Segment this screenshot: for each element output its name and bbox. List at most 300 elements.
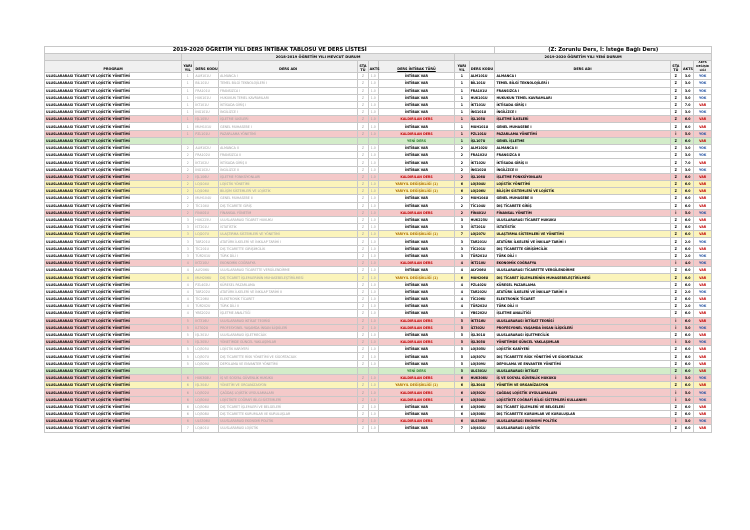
- ders-adi-cell: YÖNETİMDE GÜNCEL YAKLAŞIMLAR: [219, 339, 358, 346]
- akts-degisikligi-cell: VAR: [694, 295, 712, 302]
- ders-kodu-new-cell: LOJ207U: [469, 231, 495, 238]
- akts-new-cell: 5.0: [681, 209, 693, 216]
- akts-cell: 1.0: [368, 130, 378, 137]
- table-row: [45, 224, 712, 231]
- yari-yil-new-cell: 5: [455, 353, 469, 360]
- ders-adi-new-cell: TEMEL BİLGİ TEKNOLOJİLERİ I: [495, 80, 670, 87]
- statu-new-cell: Z: [670, 252, 681, 259]
- yari-yil-new-cell: 1: [455, 109, 469, 116]
- ders-adi-new-cell: GENEL İŞLETME: [495, 137, 670, 144]
- ders-adi-cell: ULUSLARARASI EKONOMİ POLİTİK: [219, 418, 358, 425]
- table-row: [45, 80, 712, 87]
- ders-kodu-cell: TAR202U: [194, 288, 219, 295]
- akts-degisikligi-cell: VAR: [694, 137, 712, 144]
- ders-kodu-new-cell: HUK308U: [469, 375, 495, 382]
- ders-kodu-new-cell: İKT210U: [469, 260, 495, 267]
- ders-adi-new-cell: TÜRK DİLİ I: [495, 252, 670, 259]
- table-row: [45, 87, 712, 94]
- yari-yil-new-cell: 3: [455, 245, 469, 252]
- yari-yil-cell: [182, 137, 194, 144]
- title-row: [45, 47, 712, 54]
- ders-kodu-new-cell: İST201U: [469, 224, 495, 231]
- statu-cell: Z: [358, 389, 368, 396]
- statu-cell: Z: [358, 188, 368, 195]
- statu-new-cell: İ: [670, 317, 681, 324]
- akts-cell: 1.0: [368, 295, 378, 302]
- statu-new-cell: Z: [670, 87, 681, 94]
- intibak-cell: İNTİBAK VAR: [378, 216, 454, 223]
- akts-new-cell: 2.0: [681, 288, 693, 295]
- statu-new-cell: Z: [670, 159, 681, 166]
- ders-adi-cell: LOJİSTİKTE COĞRAFİ BİLGİ SİSTEMLERİ: [219, 396, 358, 403]
- ders-kodu-cell: LOJ207U: [194, 231, 219, 238]
- ders-kodu-new-cell: İNG101U: [469, 109, 495, 116]
- statu-new-cell: İ: [670, 396, 681, 403]
- col-statu-new: STA TÜ: [670, 61, 681, 73]
- ders-adi-new-cell: ELEKTRONİK TİCARET: [495, 295, 670, 302]
- ders-kodu-new-cell: ALM102U: [469, 145, 495, 152]
- akts-cell: 1.0: [368, 195, 378, 202]
- statu-cell: Z: [358, 295, 368, 302]
- program-cell: ULUSLARARASI TİCARET VE LOJİSTİK YÖNETİMİ: [45, 288, 182, 295]
- statu-cell: Z: [358, 216, 368, 223]
- akts-cell: 1.0: [368, 396, 378, 403]
- akts-degisikligi-cell: VAR: [694, 173, 712, 180]
- table-row: [45, 152, 712, 159]
- akts-cell: 1.0: [368, 209, 378, 216]
- statu-cell: Z: [358, 360, 368, 367]
- yari-yil-new-cell: 6: [455, 188, 469, 195]
- akts-cell: 1.0: [368, 152, 378, 159]
- yari-yil-cell: 4: [182, 267, 194, 274]
- program-cell: ULUSLARARASI TİCARET VE LOJİSTİK YÖNETİMİ: [45, 317, 182, 324]
- ders-adi-new-cell: DIŞ TİCARET İŞLEMLERİ VE BELGELERİ: [495, 403, 670, 410]
- ders-adi-new-cell: İŞ VE SOSYAL GÜVENLİK HUKUKU: [495, 375, 670, 382]
- yari-yil-cell: 6: [182, 382, 194, 389]
- legend-text: (Z: Zorunlu Ders, İ: İsteğe Bağlı Ders): [495, 47, 712, 54]
- akts-cell: 1.0: [368, 116, 378, 123]
- table-row: [45, 101, 712, 108]
- program-cell: ULUSLARARASI TİCARET VE LOJİSTİK YÖNETİMİ: [45, 116, 182, 123]
- ders-kodu-cell: İLT302U: [194, 324, 219, 331]
- ders-kodu-new-cell: İKT102U: [469, 159, 495, 166]
- statu-cell: Z: [358, 396, 368, 403]
- akts-cell: 1.0: [368, 324, 378, 331]
- statu-new-cell: Z: [670, 188, 681, 195]
- statu-cell: Z: [358, 238, 368, 245]
- yari-yil-new-cell: 7: [455, 425, 469, 432]
- akts-cell: 1.0: [368, 425, 378, 432]
- program-cell: ULUSLARARASI TİCARET VE LOJİSTİK YÖNETİMİ: [45, 216, 182, 223]
- akts-degisikligi-cell: VAR: [694, 382, 712, 389]
- ders-kodu-cell: TİC201U: [194, 245, 219, 252]
- statu-new-cell: Z: [670, 331, 681, 338]
- akts-cell: 1.0: [368, 346, 378, 353]
- statu-cell: Z: [358, 324, 368, 331]
- ders-adi-cell: İSTATİSTİK: [219, 224, 358, 231]
- yari-yil-cell: 1: [182, 87, 194, 94]
- ders-adi-cell: FRANSIZCA II: [219, 152, 358, 159]
- intibak-cell: İNTİBAK VAR: [378, 152, 454, 159]
- ders-kodu-cell: İŞL106U: [194, 173, 219, 180]
- ders-kodu-cell: PZL402U: [194, 281, 219, 288]
- ders-adi-cell: BİLİŞİM SİSTEMLERİ VE LOJİSTİK: [219, 188, 358, 195]
- akts-degisikligi-cell: VAR: [694, 224, 712, 231]
- statu-cell: Z: [358, 87, 368, 94]
- ders-kodu-cell: ALY206U: [194, 267, 219, 274]
- table-row: [45, 216, 712, 223]
- ders-kodu-cell: İKT316U: [194, 317, 219, 324]
- ders-kodu-new-cell: İŞL304U: [469, 382, 495, 389]
- table-row: [45, 180, 712, 187]
- ders-kodu-cell: BİL101U: [194, 80, 219, 87]
- ders-adi-cell: [219, 367, 358, 374]
- yari-yil-cell: 5: [182, 360, 194, 367]
- intibak-cell: YENİ DERS: [378, 137, 454, 144]
- statu-cell: Z: [358, 109, 368, 116]
- table-row: [45, 425, 712, 432]
- statu-new-cell: Z: [670, 224, 681, 231]
- ders-kodu-cell: İST201U: [194, 224, 219, 231]
- yari-yil-new-cell: 1: [455, 130, 469, 137]
- ders-kodu-cell: LOJ306U: [194, 403, 219, 410]
- akts-degisikligi-cell: VAR: [694, 245, 712, 252]
- intibak-cell: YARIYIL DEĞİŞİKLİĞİ (1): [378, 188, 454, 195]
- yari-yil-cell: 2: [182, 152, 194, 159]
- ders-kodu-new-cell: LOJ302U: [469, 389, 495, 396]
- yari-yil-cell: 5: [182, 339, 194, 346]
- akts-new-cell: 3.0: [681, 152, 693, 159]
- intibak-cell: İNTİBAK VAR: [378, 252, 454, 259]
- statu-new-cell: İ: [670, 339, 681, 346]
- yari-yil-new-cell: 6: [455, 180, 469, 187]
- akts-degisikligi-cell: VAR: [694, 367, 712, 374]
- akts-new-cell: 6.0: [681, 295, 693, 302]
- program-cell: ULUSLARARASI TİCARET VE LOJİSTİK YÖNETİMİ: [45, 130, 182, 137]
- akts-new-cell: 3.0: [681, 80, 693, 87]
- program-cell: ULUSLARARASI TİCARET VE LOJİSTİK YÖNETİMİ: [45, 195, 182, 202]
- yari-yil-new-cell: 2: [455, 173, 469, 180]
- akts-degisikligi-cell: YOK: [694, 166, 712, 173]
- ders-adi-new-cell: PROFESYONEL YAŞAMDA İNSAN İLİŞKİLERİ: [495, 324, 670, 331]
- statu-new-cell: İ: [670, 324, 681, 331]
- yari-yil-cell: 6: [182, 389, 194, 396]
- statu-new-cell: Z: [670, 303, 681, 310]
- table-row: [45, 346, 712, 353]
- akts-cell: 1.0: [368, 260, 378, 267]
- statu-cell: Z: [358, 410, 368, 417]
- statu-new-cell: Z: [670, 274, 681, 281]
- ders-kodu-new-cell: İLT302U: [469, 324, 495, 331]
- akts-new-cell: 6.0: [681, 180, 693, 187]
- ders-adi-new-cell: ALMANCA I: [495, 73, 670, 80]
- ders-kodu-cell: İŞL301U: [194, 331, 219, 338]
- yari-yil-cell: 2: [182, 209, 194, 216]
- yari-yil-new-cell: 5: [455, 324, 469, 331]
- akts-degisikligi-cell: YOK: [694, 87, 712, 94]
- ders-adi-new-cell: ULUSLARARASI EKONOMİ POLİTİK: [495, 418, 670, 425]
- yari-yil-cell: 5: [182, 324, 194, 331]
- yari-yil-cell: 2: [182, 180, 194, 187]
- ders-kodu-cell: İKT102U: [194, 159, 219, 166]
- ders-adi-new-cell: DIŞ TİCARET İŞLEMLERİNİN MUHASEBELEŞTİRİLMESİ: [495, 274, 670, 281]
- yari-yil-new-cell: 3: [455, 224, 469, 231]
- yari-yil-new-cell: 6: [455, 274, 469, 281]
- statu-new-cell: İ: [670, 130, 681, 137]
- statu-cell: Z: [358, 310, 368, 317]
- table-row: [45, 331, 712, 338]
- akts-new-cell: 6.0: [681, 137, 693, 144]
- akts-degisikligi-cell: VAR: [694, 159, 712, 166]
- program-cell: ULUSLARARASI TİCARET VE LOJİSTİK YÖNETİMİ: [45, 382, 182, 389]
- akts-degisikligi-cell: VAR: [694, 195, 712, 202]
- ders-adi-cell: ULAŞTIRMA SİSTEMLERİ VE YÖNETİMİ: [219, 231, 358, 238]
- ders-adi-cell: TÜRK DİLİ I: [219, 252, 358, 259]
- yari-yil-new-cell: 5: [455, 367, 469, 374]
- yari-yil-new-cell: 2: [455, 209, 469, 216]
- ders-kodu-new-cell: PZL101U: [469, 130, 495, 137]
- akts-new-cell: 5.0: [681, 396, 693, 403]
- intibak-cell: İNTİBAK VAR: [378, 410, 454, 417]
- ders-adi-new-cell: DIŞ TİCARETTE RİSK YÖNETİMİ VE SİGORTACILIK: [495, 353, 670, 360]
- table-row: [45, 396, 712, 403]
- yari-yil-cell: 4: [182, 310, 194, 317]
- program-cell: ULUSLARARASI TİCARET VE LOJİSTİK YÖNETİMİ: [45, 231, 182, 238]
- statu-new-cell: Z: [670, 288, 681, 295]
- akts-new-cell: 5.0: [681, 375, 693, 382]
- statu-new-cell: Z: [670, 180, 681, 187]
- intibak-cell: KALDIRILAN DERS: [378, 324, 454, 331]
- ders-adi-cell: ULUSLARARASI İKTİSAT TEORİSİ: [219, 317, 358, 324]
- intibak-cell: YARIYIL DEĞİŞİKLİĞİ (1): [378, 180, 454, 187]
- section-row: [45, 54, 712, 61]
- intibak-cell: İNTİBAK VAR: [378, 288, 454, 295]
- ders-kodu-new-cell: LOJ307U: [469, 353, 495, 360]
- intibak-cell: İNTİBAK VAR: [378, 123, 454, 130]
- akts-degisikligi-cell: VAR: [694, 346, 712, 353]
- statu-cell: Z: [358, 159, 368, 166]
- ders-adi-new-cell: İNGİLİZCE II: [495, 166, 670, 173]
- program-cell: ULUSLARARASI TİCARET VE LOJİSTİK YÖNETİMİ: [45, 425, 182, 432]
- table-row: [45, 375, 712, 382]
- ders-kodu-cell: [194, 137, 219, 144]
- ders-adi-cell: İNGİLİZCE II: [219, 166, 358, 173]
- yari-yil-cell: [182, 367, 194, 374]
- akts-new-cell: 5.0: [681, 389, 693, 396]
- akts-new-cell: 3.0: [681, 87, 693, 94]
- ders-adi-cell: İKTİSADA GİRİŞ II: [219, 159, 358, 166]
- akts-new-cell: 6.0: [681, 274, 693, 281]
- ders-kodu-new-cell: LOJ308U: [469, 410, 495, 417]
- ders-kodu-cell: LOJ104U: [194, 180, 219, 187]
- statu-cell: Z: [358, 180, 368, 187]
- statu-new-cell: Z: [670, 346, 681, 353]
- table-row: [45, 123, 712, 130]
- ders-kodu-cell: HUK225U: [194, 216, 219, 223]
- akts-cell: 1.0: [368, 202, 378, 209]
- ders-kodu-new-cell: MUH206U: [469, 274, 495, 281]
- ders-adi-new-cell: KÜRESEL PAZARLAMA: [495, 281, 670, 288]
- akts-new-cell: 6.0: [681, 425, 693, 432]
- col-ders-kodu: DERS KODU: [194, 61, 219, 73]
- akts-new-cell: 6.0: [681, 202, 693, 209]
- table-row: [45, 295, 712, 302]
- statu-cell: Z: [358, 375, 368, 382]
- statu-cell: Z: [358, 339, 368, 346]
- intibak-cell: İNTİBAK VAR: [378, 224, 454, 231]
- program-cell: ULUSLARARASI TİCARET VE LOJİSTİK YÖNETİMİ: [45, 360, 182, 367]
- intibak-cell: İNTİBAK VAR: [378, 353, 454, 360]
- ders-kodu-new-cell: LOJ306U: [469, 403, 495, 410]
- ders-adi-cell: FİNANSAL YÖNETİM: [219, 209, 358, 216]
- ders-adi-cell: İNGİLİZCE I: [219, 109, 358, 116]
- intibak-cell: İNTİBAK VAR: [378, 80, 454, 87]
- akts-new-cell: 5.0: [681, 94, 693, 101]
- yari-yil-new-cell: 4: [455, 260, 469, 267]
- ders-adi-new-cell: FRANSIZCA II: [495, 152, 670, 159]
- ders-adi-new-cell: DIŞ TİCARETE GİRİŞ: [495, 202, 670, 209]
- program-cell: ULUSLARARASI TİCARET VE LOJİSTİK YÖNETİMİ: [45, 180, 182, 187]
- akts-new-cell: 6.0: [681, 116, 693, 123]
- akts-new-cell: 6.0: [681, 245, 693, 252]
- akts-new-cell: 4.0: [681, 260, 693, 267]
- akts-cell: 1.0: [368, 123, 378, 130]
- table-row: [45, 288, 712, 295]
- akts-cell: 1.0: [368, 101, 378, 108]
- col-akts-degisikligi: AKTS DEĞİŞİK LİĞİ: [694, 61, 712, 73]
- yari-yil-cell: 4: [182, 274, 194, 281]
- akts-new-cell: 3.0: [681, 73, 693, 80]
- ders-kodu-cell: TÜR201U: [194, 252, 219, 259]
- akts-degisikligi-cell: VAR: [694, 123, 712, 130]
- akts-cell: 1.0: [368, 94, 378, 101]
- akts-degisikligi-cell: YOK: [694, 94, 712, 101]
- ders-adi-new-cell: EKONOMİK COĞRAFYA: [495, 260, 670, 267]
- akts-new-cell: 6.0: [681, 267, 693, 274]
- akts-new-cell: 5.0: [681, 339, 693, 346]
- statu-new-cell: Z: [670, 137, 681, 144]
- program-cell: ULUSLARARASI TİCARET VE LOJİSTİK YÖNETİMİ: [45, 339, 182, 346]
- akts-new-cell: 3.0: [681, 166, 693, 173]
- yari-yil-cell: 5: [182, 353, 194, 360]
- table-row: [45, 130, 712, 137]
- ders-kodu-new-cell: HUK225U: [469, 216, 495, 223]
- ders-kodu-new-cell: TÜR201U: [469, 252, 495, 259]
- ders-kodu-cell: ALM102U: [194, 145, 219, 152]
- table-row: [45, 303, 712, 310]
- intibak-cell: İNTİBAK VAR: [378, 159, 454, 166]
- statu-new-cell: İ: [670, 209, 681, 216]
- ders-adi-cell: İŞLETME FONKSİYONLARI: [219, 173, 358, 180]
- akts-cell: 1.0: [368, 216, 378, 223]
- ders-kodu-new-cell: FRA101U: [469, 87, 495, 94]
- statu-cell: Z: [358, 274, 368, 281]
- intibak-cell: İNTİBAK VAR: [378, 403, 454, 410]
- statu-cell: Z: [358, 317, 368, 324]
- program-cell: ULUSLARARASI TİCARET VE LOJİSTİK YÖNETİMİ: [45, 353, 182, 360]
- ders-kodu-cell: İKT210U: [194, 260, 219, 267]
- statu-new-cell: Z: [670, 101, 681, 108]
- statu-cell: Z: [358, 73, 368, 80]
- akts-new-cell: 6.0: [681, 188, 693, 195]
- statu-new-cell: İ: [670, 260, 681, 267]
- yari-yil-cell: 3: [182, 252, 194, 259]
- program-cell: ULUSLARARASI TİCARET VE LOJİSTİK YÖNETİMİ: [45, 145, 182, 152]
- yari-yil-new-cell: 1: [455, 80, 469, 87]
- ders-kodu-cell: FİN401U: [194, 209, 219, 216]
- akts-new-cell: 6.0: [681, 346, 693, 353]
- statu-new-cell: Z: [670, 116, 681, 123]
- ders-adi-new-cell: LOJİSTİKTE COĞRAFİ BİLGİ SİSTEMLERİ KULLANIMI: [495, 396, 670, 403]
- table-row: [45, 166, 712, 173]
- ders-adi-new-cell: İNGİLİZCE I: [495, 109, 670, 116]
- statu-cell: [358, 137, 368, 144]
- yari-yil-new-cell: 4: [455, 267, 469, 274]
- intibak-cell: KALDIRILAN DERS: [378, 260, 454, 267]
- yari-yil-cell: 5: [182, 317, 194, 324]
- statu-new-cell: Z: [670, 231, 681, 238]
- statu-new-cell: Z: [670, 367, 681, 374]
- table-row: [45, 231, 712, 238]
- statu-new-cell: İ: [670, 375, 681, 382]
- ders-adi-cell: GENEL MUHASEBE I: [219, 123, 358, 130]
- yari-yil-cell: 1: [182, 130, 194, 137]
- akts-cell: 1.0: [368, 73, 378, 80]
- intibak-cell: İNTİBAK VAR: [378, 87, 454, 94]
- yari-yil-new-cell: 3: [455, 252, 469, 259]
- ders-adi-new-cell: BİLİŞİM SİSTEMLERİ VE LOJİSTİK: [495, 188, 670, 195]
- ders-adi-new-cell: ULUSLARARASI İŞLETMECİLİK: [495, 331, 670, 338]
- statu-new-cell: Z: [670, 109, 681, 116]
- table-row: [45, 209, 712, 216]
- table-row: [45, 137, 712, 144]
- program-cell: ULUSLARARASI TİCARET VE LOJİSTİK YÖNETİMİ: [45, 295, 182, 302]
- akts-cell: 1.0: [368, 418, 378, 425]
- akts-cell: 1.0: [368, 109, 378, 116]
- col-akts: AKTS: [368, 61, 378, 73]
- statu-new-cell: Z: [670, 353, 681, 360]
- ders-kodu-cell: MUH104U: [194, 195, 219, 202]
- statu-cell: Z: [358, 145, 368, 152]
- yari-yil-new-cell: 2: [455, 152, 469, 159]
- statu-new-cell: Z: [670, 403, 681, 410]
- statu-new-cell: Z: [670, 216, 681, 223]
- yari-yil-cell: 1: [182, 94, 194, 101]
- program-cell: ULUSLARARASI TİCARET VE LOJİSTİK YÖNETİMİ: [45, 123, 182, 130]
- ders-kodu-new-cell: TAR201U: [469, 238, 495, 245]
- ders-adi-cell: DIŞ TİCARETTE RİSK YÖNETİMİ VE SİGORTACILIK: [219, 353, 358, 360]
- statu-cell: Z: [358, 267, 368, 274]
- statu-new-cell: Z: [670, 166, 681, 173]
- akts-new-cell: 6.0: [681, 360, 693, 367]
- table-row: [45, 173, 712, 180]
- akts-cell: 1.0: [368, 331, 378, 338]
- program-cell: ULUSLARARASI TİCARET VE LOJİSTİK YÖNETİMİ: [45, 324, 182, 331]
- ders-kodu-cell: LOJ309U: [194, 360, 219, 367]
- statu-cell: Z: [358, 209, 368, 216]
- ders-kodu-cell: İŞL105U: [194, 116, 219, 123]
- yari-yil-new-cell: 4: [455, 295, 469, 302]
- yari-yil-cell: 5: [182, 346, 194, 353]
- course-table: [44, 46, 712, 433]
- program-cell: ULUSLARARASI TİCARET VE LOJİSTİK YÖNETİMİ: [45, 260, 182, 267]
- akts-new-cell: 6.0: [681, 123, 693, 130]
- intibak-cell: YARIYIL DEĞİŞİKLİĞİ (1): [378, 274, 454, 281]
- program-cell: ULUSLARARASI TİCARET VE LOJİSTİK YÖNETİMİ: [45, 224, 182, 231]
- ders-adi-cell: DEPOLAMA VE ENVANTER YÖNETİMİ: [219, 360, 358, 367]
- ders-kodu-new-cell: HUK101U: [469, 94, 495, 101]
- program-cell: ULUSLARARASI TİCARET VE LOJİSTİK YÖNETİMİ: [45, 396, 182, 403]
